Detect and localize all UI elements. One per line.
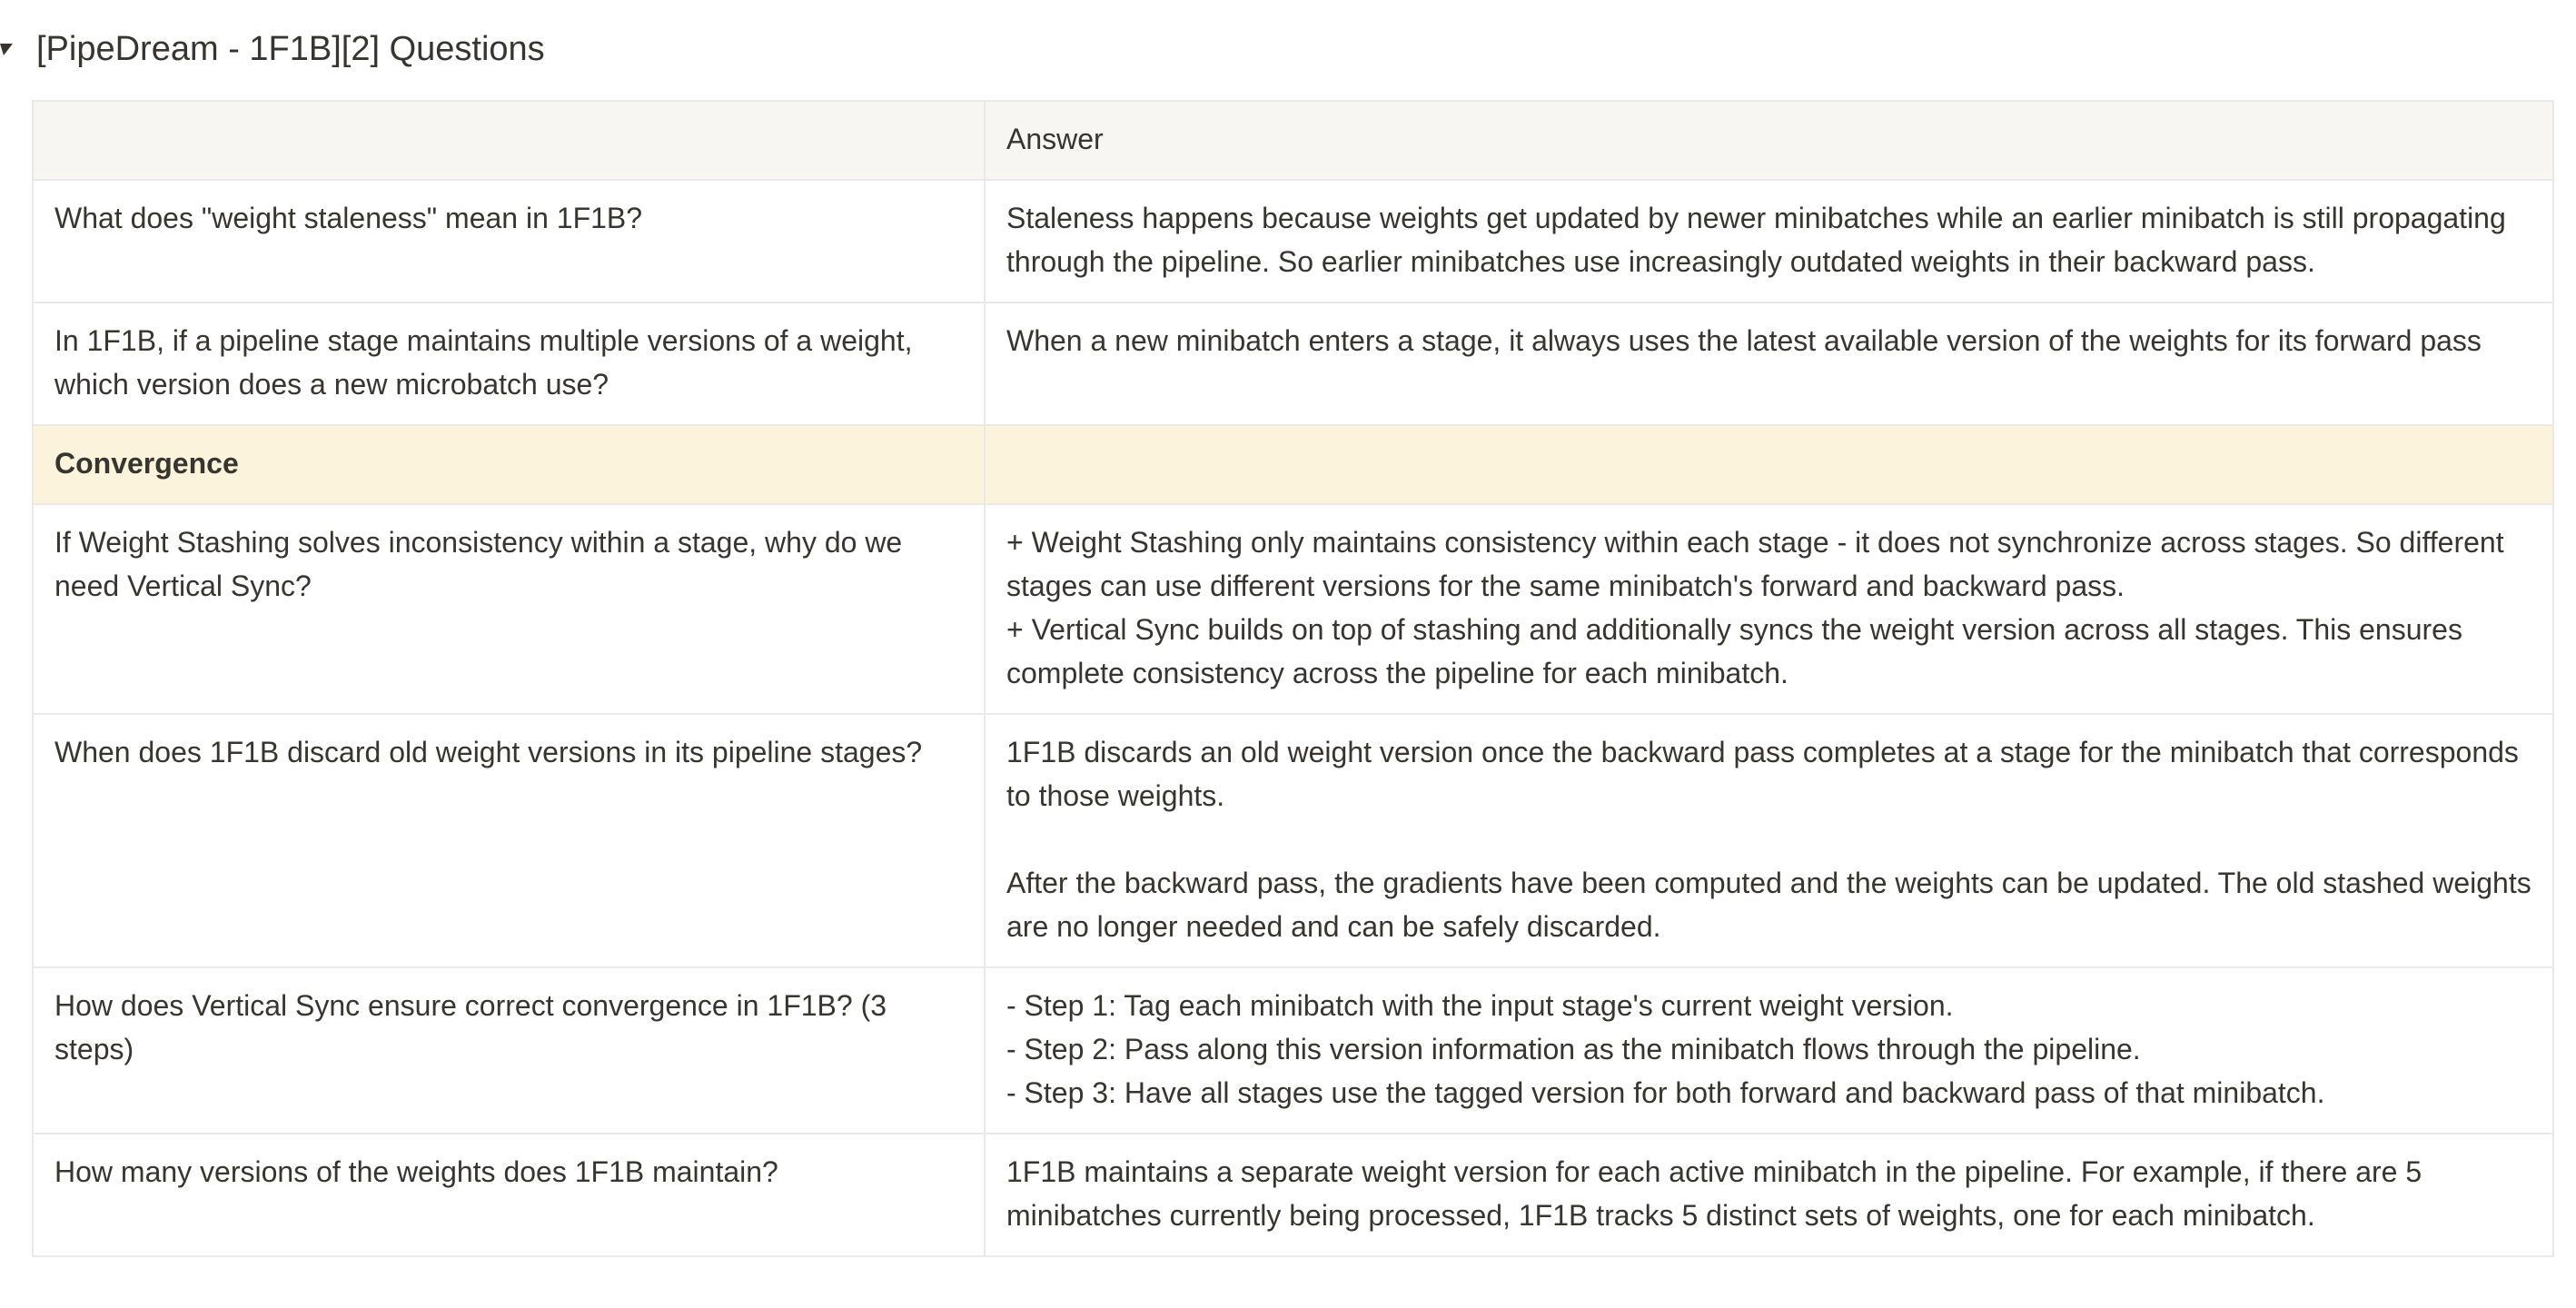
question-cell[interactable]	[33, 302, 985, 425]
section-cell[interactable]	[33, 425, 985, 504]
answer-text: 1F1B maintains a separate weight version for each active minibatch in the pipeline. For example, if there are 5 minibatches currently being processed, 1F1B tracks 5 distinct sets of weights, one for each minibatch.	[1006, 1155, 2431, 1232]
section-title: Convergence	[54, 447, 239, 480]
header-cell-answer[interactable]	[985, 101, 2553, 180]
question-cell[interactable]	[33, 504, 985, 714]
answer-text: - Step 1: Tag each minibatch with the input stage's current weight version. - Step 2: Pass along this version information as the minibatch flows through the pipeline. - Step 3: Have all stages use the tagged version for both forward and backward pass of that minibatch.	[1006, 989, 2325, 1109]
header-label-answer: Answer	[1006, 123, 1104, 155]
answer-cell[interactable]	[985, 714, 2553, 967]
header-cell-question[interactable]	[33, 101, 985, 180]
table-row	[33, 1134, 2553, 1256]
table-header-row	[33, 101, 2553, 180]
toggle-title[interactable]: [PipeDream - 1F1B][2] Questions	[36, 30, 545, 68]
table-row	[33, 967, 2553, 1134]
answer-cell[interactable]	[985, 180, 2553, 302]
answer-cell[interactable]	[985, 1134, 2553, 1256]
question-cell[interactable]	[33, 714, 985, 967]
question-cell[interactable]	[33, 967, 985, 1134]
question-text: How does Vertical Sync ensure correct convergence in 1F1B? (3 steps)	[54, 989, 895, 1065]
question-text: When does 1F1B discard old weight versions in its pipeline stages?	[54, 736, 923, 768]
answer-text: 1F1B discards an old weight version once the backward pass completes at a stage for the minibatch that corresponds to those weights. After the backward pass, the gradients have been computed and the weights can be updated. The old stashed weights are no longer needed and can be safely discarded.	[1006, 736, 2531, 943]
toggle-block-header	[0, 20, 545, 78]
answer-cell[interactable]	[985, 302, 2553, 425]
table-row	[33, 504, 2553, 714]
question-text: If Weight Stashing solves inconsistency within a stage, why do we need Vertical Sync?	[54, 526, 911, 602]
question-text: In 1F1B, if a pipeline stage maintains multiple versions of a weight, which version does a new microbatch use?	[54, 324, 921, 401]
table-row	[33, 302, 2553, 425]
section-empty-cell[interactable]	[985, 425, 2553, 504]
table-row	[33, 714, 2553, 967]
questions-table-container	[32, 100, 2552, 1257]
question-text: What does "weight staleness" mean in 1F1B?	[54, 202, 643, 234]
section-row-convergence	[33, 425, 2553, 504]
questions-table	[32, 100, 2554, 1257]
question-text: How many versions of the weights does 1F1B maintain?	[54, 1155, 778, 1188]
table-row	[33, 180, 2553, 302]
answer-text: When a new minibatch enters a stage, it always uses the latest available version of the weights for its forward pass	[1006, 324, 2482, 357]
answer-text: Staleness happens because weights get updated by newer minibatches while an earlier minibatch is still propagating through the pipeline. So earlier minibatches use increasingly outdated weights in their backward pass.	[1006, 202, 2514, 278]
triangle-down-icon[interactable]	[0, 20, 25, 78]
answer-text: + Weight Stashing only maintains consistency within each stage - it does not synchronize across stages. So different stages can use different versions for the same minibatch's forward and backward pass. + Vertical Sync builds on top of stashing and additionally syncs the weight version across all stages. This ensures complete consistency across the pipeline for each minibatch.	[1006, 526, 2504, 689]
question-cell[interactable]	[33, 1134, 985, 1256]
answer-cell[interactable]	[985, 967, 2553, 1134]
question-cell[interactable]	[33, 180, 985, 302]
answer-cell[interactable]	[985, 504, 2553, 714]
